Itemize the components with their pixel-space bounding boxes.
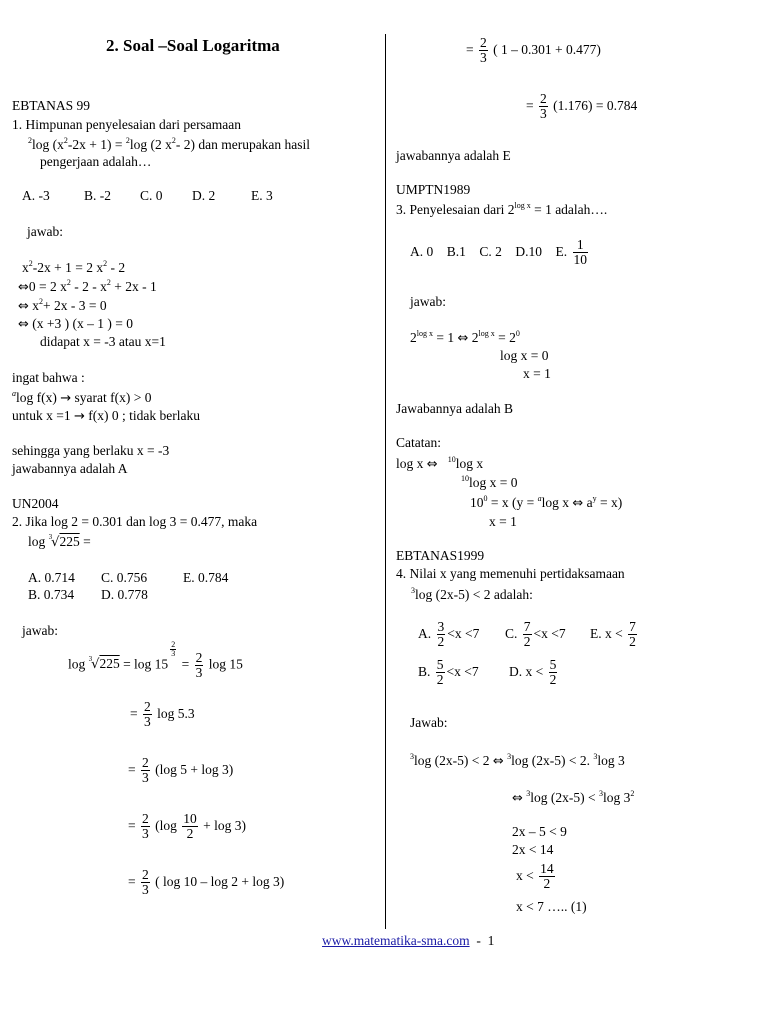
- q3-option-b: B.1: [446, 243, 466, 259]
- catatan-4: x = 1: [489, 514, 517, 529]
- q4-question: 4. Nilai x yang memenuhi pertidaksamaan: [396, 566, 625, 581]
- footer-separator: -: [476, 933, 481, 948]
- q3-options: A. 0 B.1 C. 2 D.10 E. $\frac{1}{10}$: [410, 237, 588, 268]
- iff-icon: ⇔: [18, 317, 29, 332]
- q3-source: UMPTN1989: [396, 182, 471, 197]
- q1-step-3: ⇔ $x^2+ 2x - 3 = 0$: [18, 297, 107, 314]
- q2-work-2: = $\frac{2}{3}$ log 5.3: [130, 699, 195, 730]
- catatan-1: log x ⇔ $^{10}$log x: [396, 455, 484, 472]
- q4-step-4: 2x < 14: [512, 842, 554, 857]
- q2-jawab-label: jawab:: [22, 623, 58, 638]
- q2-answer: jawabannya adalah E: [396, 148, 511, 163]
- q1-step-1: $x^2-2x + 1 = 2$ $x^2 - 2$: [22, 259, 126, 275]
- q3-question: 3. Penyelesaian dari $2^{log x} = 1$ adalah….: [396, 201, 608, 217]
- q3-answer: Jawabannya adalah B: [396, 401, 513, 416]
- q2-option-a: A. 0.714: [28, 570, 75, 585]
- iff-icon: ⇔: [572, 496, 584, 511]
- q4-jawab-label: Jawab:: [410, 715, 448, 730]
- q1-question: 1. Himpunan penyelesaian dari persamaan: [12, 117, 242, 132]
- q2-option-c: C. 0.756: [101, 570, 148, 585]
- q4-source: EBTANAS1999: [396, 548, 485, 563]
- q4-step-3: 2x – 5 < 9: [512, 824, 567, 839]
- catatan-label: Catatan:: [396, 435, 441, 450]
- iff-icon: ⇔: [492, 754, 504, 769]
- q2-option-d: D. 0.778: [101, 587, 148, 602]
- q4-option-c: C. $\frac{7}{2}$ <x <7: [505, 619, 566, 650]
- column-divider: [385, 34, 386, 929]
- q2-work-6: = $\frac{2}{3}$ ( 1 – 0.301 + 0.477): [466, 35, 601, 66]
- q1-equation: $^2$log $(x^2-2x + 1) = ^2\log$ (2 $x^2-$ 2) dan merupakan hasil: [28, 136, 311, 152]
- q1-step-4: ⇔ (x +3 ) (x – 1 ) = 0: [18, 316, 133, 332]
- iff-icon: ⇔: [512, 791, 523, 806]
- q2-work-4: = $\frac{2}{3}$ (log $\frac{10}{2}$ + log 3): [128, 811, 246, 842]
- q3-step-3: x = 1: [523, 366, 551, 381]
- q2-expression: log $^3$√225 =: [28, 533, 91, 550]
- q2-work-5: = $\frac{2}{3}$ ( log 10 – log 2 + log 3): [128, 867, 285, 898]
- q4-option-b: B. $\frac{5}{2}$ <x <7: [418, 657, 479, 688]
- iff-icon: ⇔: [457, 331, 469, 346]
- q1-option-d: D. 2: [192, 188, 216, 203]
- q1-jawab-label: jawab:: [27, 224, 63, 239]
- q1-step-5: didapat x = -3 atau x=1: [40, 334, 166, 349]
- catatan-2: $^{10}$log x = 0: [461, 474, 518, 490]
- q1-option-b: B. -2: [84, 188, 111, 203]
- q4-step-1: $^3$log (2x-5) < 2 ⇔ $^3$log (2x-5) < 2. $^3$log 3: [410, 752, 625, 769]
- q1-option-e: E. 3: [251, 188, 273, 203]
- q4-question-expr: $^3$log (2x-5) < 2 adalah:: [411, 586, 533, 602]
- q3-option-c: C. 2: [479, 243, 502, 259]
- q1-option-a: A. -3: [22, 188, 50, 203]
- q1-answer: jawabannya adalah A: [12, 461, 128, 476]
- q4-option-a: A. $\frac{3}{2}$ <x <7: [418, 619, 480, 650]
- ingat-rule: $^a$log f(x) → syarat f(x) > 0: [12, 389, 152, 406]
- q3-step-2: log x = 0: [500, 348, 549, 363]
- page-number: 1: [487, 933, 495, 948]
- q3-option-d: D.10: [515, 243, 543, 259]
- q4-step-2: ⇔ $^3$log (2x-5) < $^3$log $3^2$: [512, 789, 635, 806]
- catatan-3: $10^0 = x$ (y = $^a$log x ⇔ $a^y = x$): [470, 494, 623, 511]
- q4-step-5: x < $\frac{14}{2}$: [516, 861, 554, 892]
- iff-icon: ⇔: [18, 280, 29, 295]
- arrow-icon: →: [60, 391, 72, 406]
- q3-option-a: A. 0: [410, 243, 434, 259]
- q3-step-1: $2^{log x} = 1$ ⇔ $2^{log x} = 2^0$: [410, 329, 520, 346]
- q1-question-end: pengerjaan adalah…: [40, 154, 152, 169]
- q1-conclusion: sehingga yang berlaku x = -3: [12, 443, 170, 458]
- q4-option-e: E. x < $\frac{7}{2}$: [590, 619, 636, 650]
- q1-step-2: ⇔0 = 2 $x^2 - 2 - x^2 + 2x - 1$: [18, 278, 157, 295]
- q1-option-c: C. 0: [140, 188, 163, 203]
- q2-work-1: log $^3$√225 = log 15 $\frac{2}{3}$ = $\frac{2}{3}$ log 15: [68, 640, 243, 680]
- q3-jawab-label: jawab:: [410, 294, 446, 309]
- q1-source: EBTANAS 99: [12, 98, 91, 113]
- q2-option-b: B. 0.734: [28, 587, 75, 602]
- q2-question: 2. Jika log 2 = 0.301 dan log 3 = 0.477, maka: [12, 514, 258, 529]
- untuk-rule: untuk x =1 → f(x) 0 ; tidak berlaku: [12, 408, 200, 424]
- arrow-icon: →: [74, 409, 85, 424]
- q4-step-6: x < 7 ….. (1): [516, 899, 587, 914]
- iff-icon: ⇔: [18, 299, 29, 314]
- q2-option-e: E. 0.784: [183, 570, 229, 585]
- q2-work-7: = $\frac{2}{3}$ (1.176) = 0.784: [526, 91, 638, 122]
- footer-website-link[interactable]: www.matematika-sma.com: [322, 933, 470, 948]
- ingat-label: ingat bahwa :: [12, 370, 85, 385]
- q3-option-e: E.: [555, 243, 568, 259]
- iff-icon: ⇔: [426, 457, 438, 472]
- q2-source: UN2004: [12, 496, 59, 511]
- page-title: 2. Soal –Soal Logaritma: [106, 36, 280, 55]
- footer: [322, 933, 494, 949]
- q2-work-3: = $\frac{2}{3}$ (log 5 + log 3): [128, 755, 234, 786]
- q4-option-d: D. x < $\frac{5}{2}$: [509, 657, 557, 688]
